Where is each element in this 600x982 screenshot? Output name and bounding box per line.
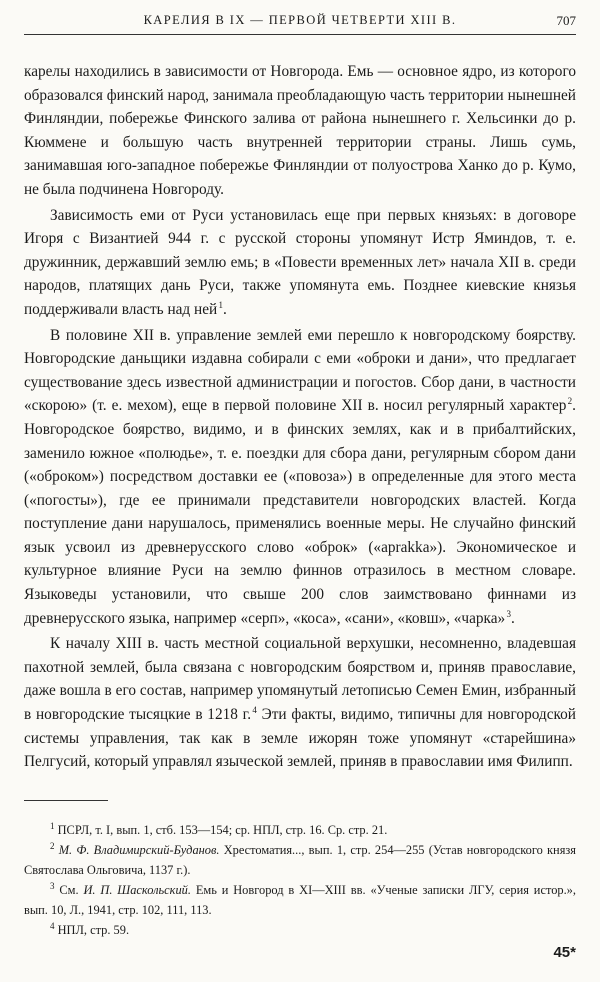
running-title: КАРЕЛИЯ В IX — ПЕРВОЙ ЧЕТВЕРТИ XIII В. [143,13,457,27]
footnote-ref-4: 4 [252,704,257,715]
body-text [24,60,576,774]
footnotes [24,820,576,940]
signature-mark: 45* [553,944,576,961]
footnote-author: М. Ф. Владимирский-Буданов. [58,843,220,857]
paragraph-2: Зависимость еми от Руси установилась еще при первых князьях: в договоре Игоря с Византией 944 г. с русской стороны упомянут Истр Яминдов, т. е. дружинник, державший землю емь; в «Повести временных лет» начала XII в. среди народов, платящих дань Руси, также упомянута емь. Позднее киевские князья поддерживали власть над ней $^1$. [24,206,576,318]
footnote-number: 1 [50,820,55,831]
paragraph-3: В половине XII в. управление землей еми перешло к новгородскому боярству. Новгородские даньщики издавна собирали с еми «оброки и дани», что предлагает существование здесь известной администрации и погостов. Сбор дани, в частности «скорою» (т. е. мехом), еще в первой половине XII в. носил регулярный характер $^2$. Новгородское боярство, видимо, и в финских землях, как и в прибалтийских, заменило южное «полюдье», т. е. поездки для сбора дани, регулярным сбором дани («оброком») посредством доставки ее («повоза») в определенные для этого места («погосты»), где ее принимали представители новгородских властей. Когда поступление дани нарушалось, применялись военные меры. Не случайно финский язык усвоил из древнерусского слово «оброк» («aprakka»). Экономическое и культурное влияние Руси на землю финнов отразилось в местном словаре. Языковеды установили, что свыше 200 слов заимствовано финнами из древнерусского языка, например «серп», «коса», «сани», «ковш», «чарка» $^3$. [24,326,576,627]
footnote-author: И. П. Шаскольский. [83,883,191,897]
footnote-1: $^1$ ПСРЛ, т. I, вып. 1, стб. 153—154; ср. НПЛ, стр. 16. Ср. стр. 21. [50,820,388,837]
page-header [24,10,576,35]
footnote-number: 3 [50,880,55,891]
footnote-separator [24,800,108,801]
footnote-3: $^3$ См. И. П. Шаскольский. Емь и Новгород в XI—XIII вв. «Ученые записки ЛГУ, серия истор.», вып. 10, Л., 1941, стр. 102, 111, 113. [24,880,576,917]
footnote-ref-2: 2 [567,396,573,407]
footnote-ref-3: 3 [506,608,511,619]
footnote-number: 2 [50,840,55,851]
page-number: 707 [556,13,576,28]
footnote-ref-1: 1 [218,299,223,310]
paragraph-1: карелы находились в зависимости от Новгорода. Емь — основное ядро, из которого образовался финский народ, занимала преобладающую часть территории нынешней Финляндии, побережье Финского залива от района нынешнего г. Хельсинки до р. Кюммене и большую часть внутренней территории страны. Лишь сумь, занимавшая юго-западное побережье Финляндии от полуострова Ханко до р. Кумо, не была подчинена Новгороду. [24,63,576,198]
footnote-2: $^2$ М. Ф. Владимирский-Буданов. Хрестоматия..., вып. 1, стр. 254—255 (Устав новгородского князя Святослава Ольговича, 1137 г.). [24,840,576,877]
footnote-number: 4 [50,920,55,931]
footnote-4: $^4$ НПЛ, стр. 59. [50,920,130,937]
paragraph-4: К началу XIII в. часть местной социальной верхушки, несомненно, владевшая пахотной землей, была связана с новгородским боярством и, приняв православие, даже вошла в его состав, например упомянутый летописью Семен Емин, избранный в новгородские тысяцкие в 1218 г. $^4$ Эти факты, видимо, типичны для новгородской системы управления, так как в земле ижорян тоже упомянут «старейшина» Пелгусий, который управлял языческой землей, приняв в православии имя Филипп. [24,635,576,771]
